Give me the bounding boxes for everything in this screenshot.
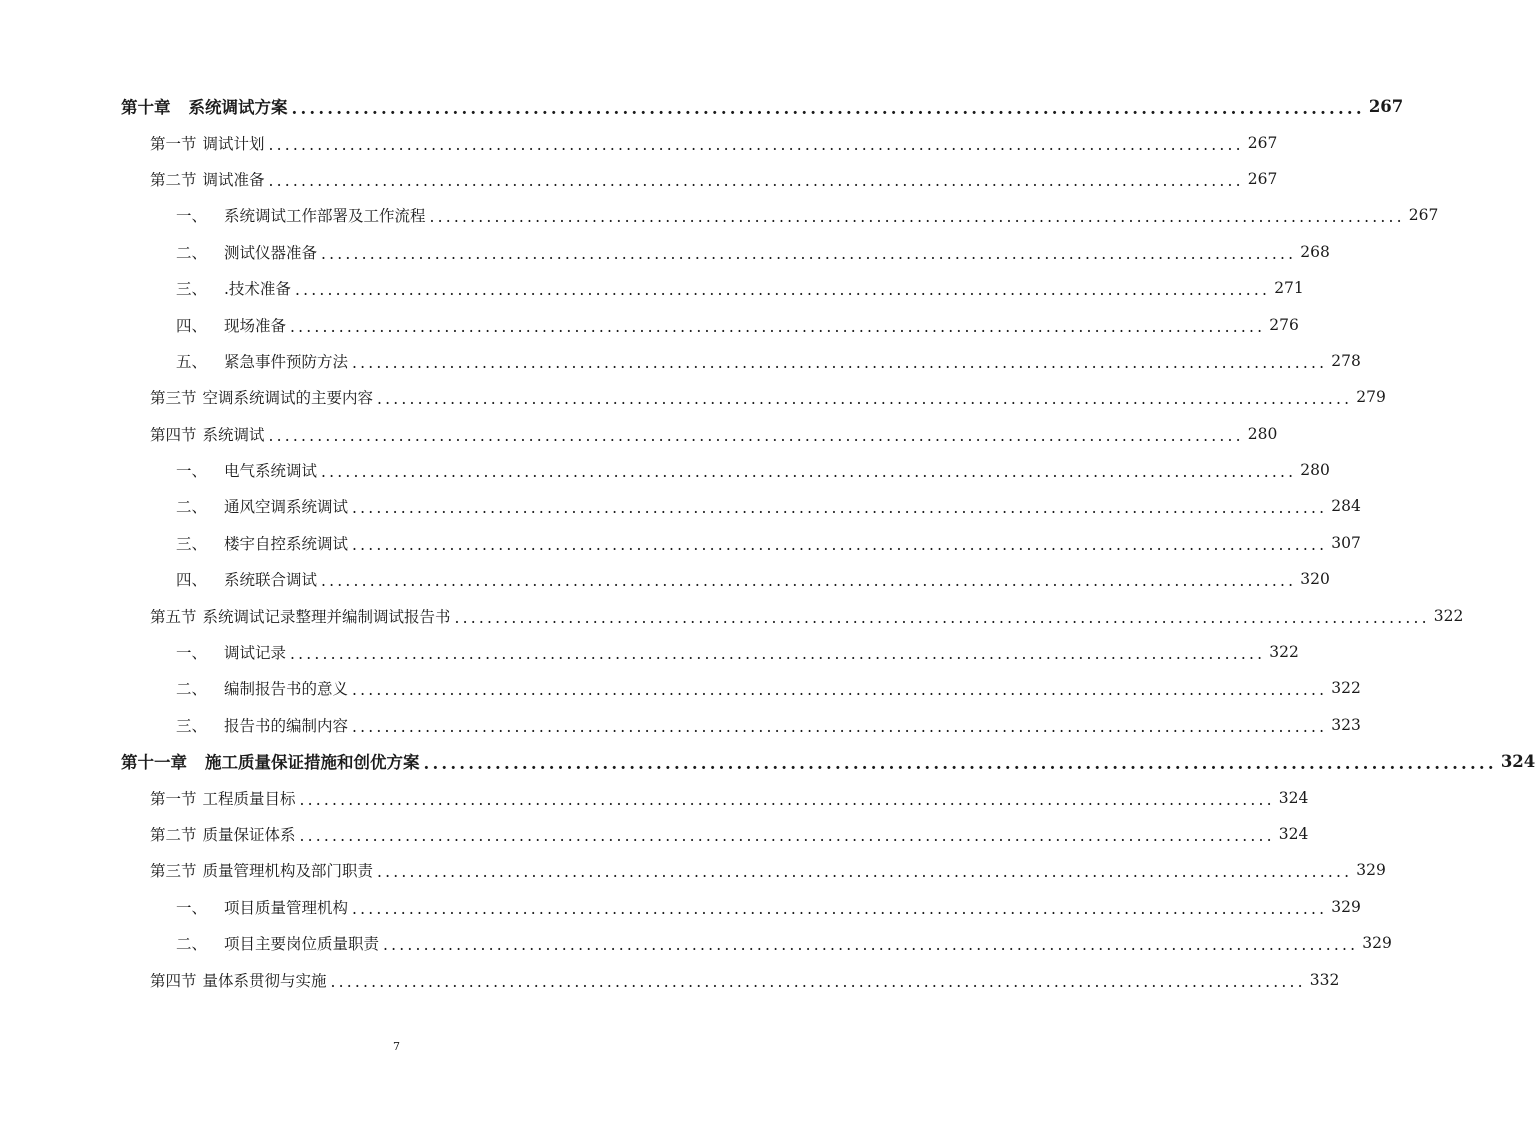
toc-entry-label [176, 714, 348, 736]
toc-entry-section[interactable] [0, 816, 1309, 852]
toc-entry-number: 四、 [176, 316, 208, 335]
toc-entry-title: 系统调试 [202, 425, 265, 444]
toc-entry-label [176, 350, 348, 372]
dot-leader: ........................................................................................................................ [299, 790, 1275, 809]
dot-leader: ........................................................................................................................ [268, 135, 1244, 154]
toc-entry-title: 编制报告书的意义 [224, 680, 349, 699]
dot-leader: ........................................................................................................................ [377, 863, 1353, 882]
toc-entry-number: 第三节 [150, 862, 197, 881]
toc-entry-page: 322 [1433, 606, 1464, 625]
toc-entry-title: 通风空调系统调试 [224, 498, 349, 517]
toc-entry-number: 一、 [176, 644, 208, 663]
toc-entry-label [150, 823, 296, 845]
toc-entry-title: 紧急事件预防方法 [224, 352, 349, 371]
toc-entry-page: 322 [1269, 643, 1299, 662]
toc-entry-page: 280 [1300, 461, 1330, 480]
toc-entry-label [176, 277, 291, 299]
toc-entry-number: 二、 [176, 935, 208, 954]
toc-entry-title: 项目质量管理机构 [224, 898, 349, 917]
toc-entry-number: 五、 [176, 352, 208, 371]
toc-entry-page: 268 [1300, 242, 1330, 261]
toc-entry-label [150, 168, 265, 190]
toc-entry-title: 调试记录 [224, 644, 287, 663]
toc-entry-number: 一、 [176, 898, 208, 917]
toc-entry-label [176, 459, 317, 481]
dot-leader: ........................................................................................................................ [321, 463, 1297, 482]
toc-entry-item[interactable] [0, 306, 1299, 342]
toc-entry-number: 三、 [176, 534, 208, 553]
dot-leader: ........................................................................................................................ [299, 827, 1275, 845]
toc-entry-page: 324 [1278, 825, 1309, 843]
toc-entry-number: 第二节 [150, 826, 197, 844]
toc-entry-title: 量体系贯彻与实施 [202, 971, 327, 990]
toc-entry-page: 329 [1331, 897, 1361, 916]
toc-entry-label [150, 423, 265, 445]
dot-leader: ........................................................................................................................ [294, 281, 1271, 300]
toc-entry-section[interactable] [0, 597, 1464, 633]
toc-entry-page: 279 [1356, 388, 1386, 407]
toc-entry-title: 测试仪器准备 [224, 243, 318, 262]
dot-leader: ........................................................................................................................ [352, 499, 1328, 518]
dot-leader: ........................................................................................................................ [291, 98, 1365, 118]
toc-entry-page: 280 [1247, 424, 1278, 443]
dot-leader: ........................................................................................................................ [352, 681, 1328, 700]
toc-entry-section[interactable] [0, 416, 1278, 452]
toc-entry-title: 调试计划 [202, 134, 265, 153]
toc-entry-page: 271 [1274, 279, 1304, 298]
toc-entry-item[interactable] [0, 561, 1330, 597]
toc-entry-label [176, 241, 317, 263]
dot-leader: ........................................................................................................................ [352, 353, 1328, 372]
toc-entry-label [176, 932, 379, 954]
toc-entry-item[interactable] [0, 197, 1439, 233]
toc-entry-title: 系统调试记录整理并编制调试报告书 [202, 607, 451, 626]
toc-entry-section[interactable] [0, 779, 1309, 815]
toc-entry-label [176, 641, 286, 663]
dot-leader: ........................................................................................................................ [377, 390, 1353, 409]
toc-entry-title: 系统调试工作部署及工作流程 [224, 207, 426, 226]
toc-entry-title: .技术准备 [224, 280, 291, 299]
toc-entry-title: 质量管理机构及部门职责 [202, 862, 374, 881]
toc-entry-label [176, 532, 348, 554]
toc-entry-page: 276 [1269, 315, 1299, 334]
toc-entry-label [150, 132, 265, 154]
toc-entry-label [176, 495, 348, 517]
toc-entry-number: 四、 [176, 571, 208, 590]
toc-entry-item[interactable] [0, 488, 1361, 524]
toc-entry-page: 284 [1331, 497, 1361, 516]
toc-entry-label [150, 859, 373, 881]
dot-leader: ........................................................................................................................ [321, 572, 1297, 591]
toc-entry-title: 电气系统调试 [224, 462, 318, 481]
toc-entry-label [121, 749, 420, 773]
toc-entry-label [121, 94, 288, 118]
toc-entry-page: 320 [1300, 570, 1330, 589]
toc-entry-number: 三、 [176, 716, 208, 735]
toc-entry-number: 第一节 [150, 789, 197, 808]
toc-entry-page: 332 [1309, 970, 1340, 989]
toc-entry-page: 329 [1356, 861, 1386, 880]
toc-entry-number: 第十一章 [121, 753, 187, 773]
dot-leader: ........................................................................................................................ [429, 208, 1405, 227]
toc-entry-page: 267 [1368, 96, 1404, 116]
toc-entry-label [176, 896, 348, 918]
toc-entry-title: 质量保证体系 [202, 826, 296, 844]
toc-entry-label [150, 605, 451, 627]
toc-entry-number: 第一节 [150, 134, 197, 153]
toc-entry-item[interactable] [0, 889, 1361, 925]
toc-entry-number: 第十章 [121, 98, 171, 118]
dot-leader: ........................................................................................................................ [290, 645, 1266, 664]
toc-entry-title: 楼宇自控系统调试 [224, 534, 349, 553]
toc-entry-page: 278 [1331, 351, 1361, 370]
dot-leader: ........................................................................................................................ [268, 426, 1244, 445]
toc-entry-item[interactable] [0, 525, 1361, 561]
toc-entry-page: 307 [1331, 533, 1361, 552]
toc-entry-section[interactable] [0, 852, 1386, 888]
toc-entry-page: 267 [1408, 206, 1439, 225]
toc-entry-page: 322 [1331, 679, 1361, 698]
dot-leader: ........................................................................................................................ [352, 899, 1328, 918]
toc-entry-number: 二、 [176, 243, 208, 262]
toc-entry-chapter[interactable] [0, 88, 1404, 124]
toc-entry-title: 空调系统调试的主要内容 [202, 389, 374, 408]
toc-entry-page: 267 [1247, 133, 1278, 152]
table-of-contents [0, 88, 1535, 998]
toc-entry-title: 现场准备 [224, 316, 287, 335]
toc-entry-label [150, 386, 373, 408]
toc-entry-number: 第四节 [150, 425, 197, 444]
toc-entry-item[interactable] [0, 707, 1361, 743]
dot-leader: ........................................................................................................................ [321, 244, 1297, 263]
dot-leader: ........................................................................................................................ [352, 535, 1328, 554]
toc-entry-title: 调试准备 [202, 170, 265, 189]
dot-leader: ........................................................................................................................ [268, 171, 1244, 190]
dot-leader: ........................................................................................................................ [290, 317, 1266, 336]
toc-entry-title: 项目主要岗位质量职责 [224, 935, 380, 954]
dot-leader: ........................................................................................................................ [423, 753, 1497, 773]
dot-leader: ........................................................................................................................ [383, 936, 1359, 955]
toc-entry-label [176, 204, 426, 226]
toc-entry-number: 一、 [176, 462, 208, 481]
toc-entry-label [176, 677, 348, 699]
toc-entry-label [150, 969, 327, 991]
toc-entry-number: 第二节 [150, 170, 197, 189]
toc-entry-number: 一、 [176, 207, 208, 226]
dot-leader: ........................................................................................................................ [352, 717, 1328, 736]
toc-entry-item[interactable] [0, 270, 1304, 306]
toc-entry-section[interactable] [0, 379, 1386, 415]
toc-entry-label [176, 314, 286, 336]
toc-entry-title: 施工质量保证措施和创优方案 [205, 753, 420, 773]
toc-entry-label [176, 568, 317, 590]
toc-entry-page: 267 [1247, 169, 1278, 188]
page-number: 7 [393, 1040, 400, 1053]
toc-entry-title: 工程质量目标 [202, 789, 296, 808]
toc-entry-number: 二、 [176, 680, 208, 699]
dot-leader: ........................................................................................................................ [454, 608, 1430, 627]
toc-entry-item[interactable] [0, 234, 1330, 270]
toc-entry-number: 第五节 [150, 607, 197, 626]
toc-entry-number: 第四节 [150, 971, 197, 990]
toc-entry-page: 329 [1362, 934, 1392, 953]
dot-leader: ........................................................................................................................ [330, 972, 1306, 991]
toc-entry-label [150, 787, 296, 809]
toc-entry-title: 报告书的编制内容 [224, 716, 349, 735]
toc-entry-section[interactable] [0, 124, 1278, 160]
toc-entry-chapter[interactable] [0, 743, 1535, 779]
toc-entry-item[interactable] [0, 343, 1361, 379]
toc-entry-section[interactable] [0, 961, 1340, 997]
toc-entry-page: 323 [1331, 715, 1361, 734]
toc-entry-number: 第三节 [150, 389, 197, 408]
toc-entry-item[interactable] [0, 452, 1330, 488]
toc-entry-item[interactable] [0, 634, 1299, 670]
toc-entry-item[interactable] [0, 670, 1361, 706]
toc-entry-section[interactable] [0, 161, 1278, 197]
toc-entry-page: 324 [1278, 788, 1309, 807]
toc-entry-number: 三、 [176, 280, 208, 299]
toc-entry-number: 二、 [176, 498, 208, 517]
toc-entry-item[interactable] [0, 925, 1392, 961]
toc-entry-title: 系统联合调试 [224, 571, 318, 590]
toc-entry-title: 系统调试方案 [188, 98, 288, 118]
toc-entry-page: 324 [1500, 751, 1535, 771]
